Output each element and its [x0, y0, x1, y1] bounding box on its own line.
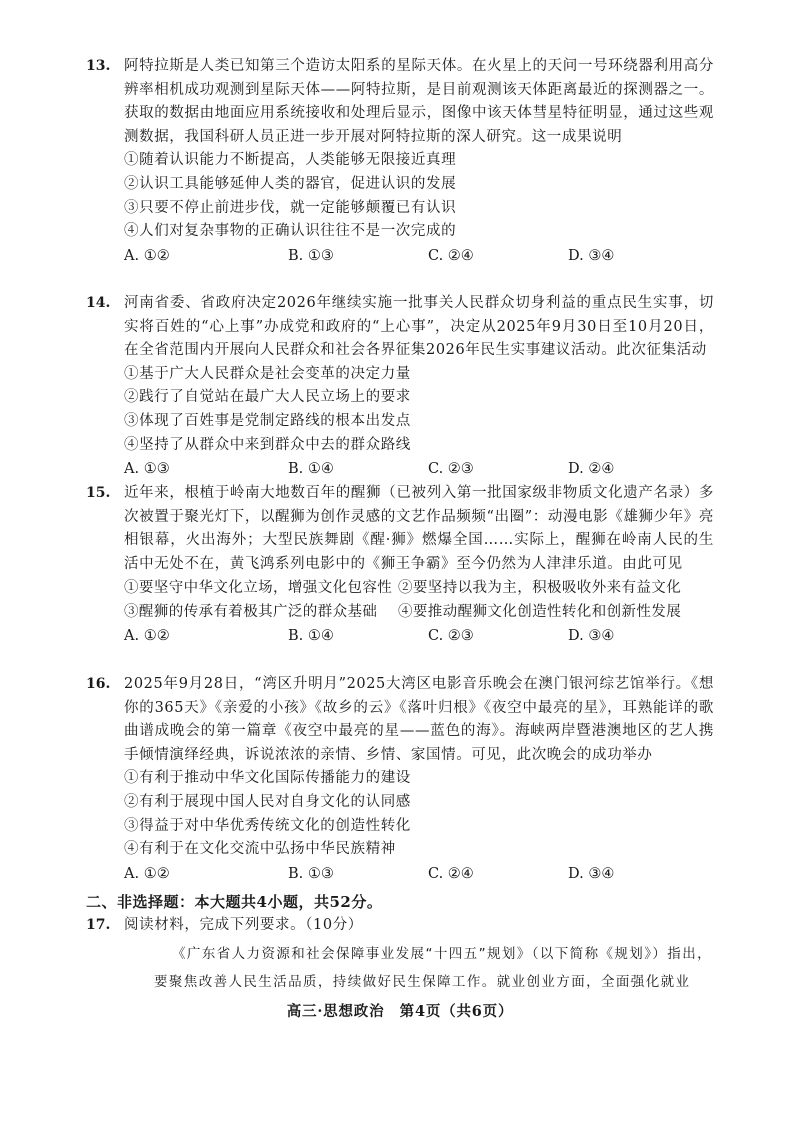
choice-d: D. ③④: [568, 865, 615, 882]
choice-d: D. ③④: [568, 628, 615, 645]
statement-option: ④人们对复杂事物的正确认识往往不是一次完成的: [124, 223, 457, 240]
question-13: [86, 55, 714, 268]
choice-b: B. ①③: [288, 865, 334, 882]
question-15: [86, 482, 714, 648]
answer-choices: [124, 457, 714, 481]
statement-option: ④坚持了从群众中来到群众中去的群众路线: [124, 436, 411, 453]
statement-option: ③醒狮的传承有着极其广泛的群众基础: [124, 604, 378, 621]
choice-d: D. ②④: [568, 461, 615, 478]
choice-a: A. ①②: [124, 865, 170, 882]
statement-option: ④有利于在文化交流中弘扬中华民族精神: [124, 841, 396, 858]
choice-a: A. ①③: [124, 461, 170, 478]
choice-c: C. ②③: [428, 628, 474, 645]
answer-choices: [124, 244, 714, 268]
statement-row: [124, 600, 714, 624]
question-number: 14.: [86, 295, 111, 311]
choice-c: C. ②④: [428, 247, 474, 264]
answer-choices: [124, 862, 714, 886]
statement-option: ①要坚守中华文化立场，增强文化包容性: [124, 580, 393, 597]
choice-b: B. ①③: [288, 247, 334, 264]
statement-option: ①有利于推动中华文化国际传播能力的建设: [124, 770, 411, 787]
question-17: [86, 914, 714, 938]
statement-option: ②践行了自觉站在最广大人民立场上的要求: [124, 389, 411, 406]
question-number: 16.: [86, 676, 111, 692]
statement-option: ②认识工具能够延伸人类的器官，促进认识的发展: [124, 175, 457, 192]
question-stem: 近年来，根植于岭南大地数百年的醒狮（已被列入第一批国家级非物质文化遗产名录）多次被置于聚光灯下，以醒狮为创作灵感的文艺作品频频“出圈”：动漫电影《雄狮少年》亮相银幕，火出海外；大型民族舞剧《醒·狮》燃爆全国……实际上，醒狮在岭南人民的生活中无处不在，黄飞鸿系列电影中的《狮王争霸》至今仍然为人津津乐道。由此可见: [124, 485, 714, 572]
choice-a: A. ①②: [124, 247, 170, 264]
question-number: 15.: [86, 485, 111, 501]
choice-b: B. ①④: [288, 628, 334, 645]
question-stem: 阿特拉斯是人类已知第三个造访太阳系的星际天体。在火星上的天问一号环绕器利用高分辨率相机成功观测到星际天体——阿特拉斯，是目前观测该天体距离最近的探测器之一。获取的数据由地面应用系统接收和处理后显示，图像中该天体彗星特征明显，通过这些观测数据，我国科研人员正进一步开展对阿特拉斯的深人研究。这一成果说明: [124, 58, 714, 145]
section-heading: 二、非选择题：本大题共4小题，共52分。: [86, 893, 383, 911]
choice-c: C. ②③: [428, 461, 474, 478]
choice-a: A. ①②: [124, 628, 170, 645]
statement-option: ③得益于对中华优秀传统文化的创造性转化: [124, 817, 411, 834]
choice-c: C. ②④: [428, 865, 474, 882]
question-16: [86, 673, 714, 886]
question-stem: 河南省委、省政府决定2026年继续实施一批事关人民群众切身利益的重点民生实事，切实将百姓的“心上事”办成党和政府的“上心事”，决定从2025年9月30日至10月20日，在全省范围内开展向人民群众和社会各界征集2026年民生实事建议活动。此次征集活动: [124, 295, 714, 359]
question-prompt: 阅读材料，完成下列要求。（10分）: [124, 917, 363, 933]
reading-material: 《广东省人力资源和社会保障事业发展“十四五”规划》（以下简称《规划》）指出，要聚焦改善人民生活品质，持续做好民生保障工作。就业创业方面，全面强化就业: [154, 946, 712, 990]
choice-d: D. ③④: [568, 247, 615, 264]
question-stem: 2025年9月28日，“湾区升明月”2025大湾区电影音乐晚会在澳门银河综艺馆举行。《想你的365天》《亲爱的小孩》《故乡的云》《落叶归根》《夜空中最亮的星》，耳熟能详的歌曲谱成晚会的第一篇章《夜空中最亮的星——蓝色的海》。海峡两岸暨港澳地区的艺人携手倾情演绎经典，诉说浓浓的亲情、乡情、家国情。可见，此次晚会的成功举办: [124, 676, 714, 763]
question-14: [86, 292, 714, 481]
statement-option: ②要坚持以我为主，积极吸收外来有益文化: [398, 580, 682, 597]
choice-b: B. ①④: [288, 461, 334, 478]
question-number: 13.: [86, 58, 111, 74]
statement-option: ③只要不停止前进步伐，就一定能够颠覆已有认识: [124, 199, 457, 216]
page-footer: 高三·思想政治 第4页（共6页）: [286, 1003, 514, 1020]
question-number: 17.: [86, 917, 111, 933]
answer-choices: [124, 624, 714, 648]
statement-option: ④要推动醒狮文化创造性转化和创新性发展: [398, 604, 682, 621]
statement-option: ③体现了百姓事是党制定路线的根本出发点: [124, 412, 411, 429]
statement-option: ①基于广大人民群众是社会变革的决定力量: [124, 365, 411, 382]
statement-row: [124, 576, 714, 600]
statement-option: ②有利于展现中国人民对自身文化的认同感: [124, 793, 411, 810]
statement-option: ①随着认识能力不断提高，人类能够无限接近真理: [124, 152, 457, 169]
